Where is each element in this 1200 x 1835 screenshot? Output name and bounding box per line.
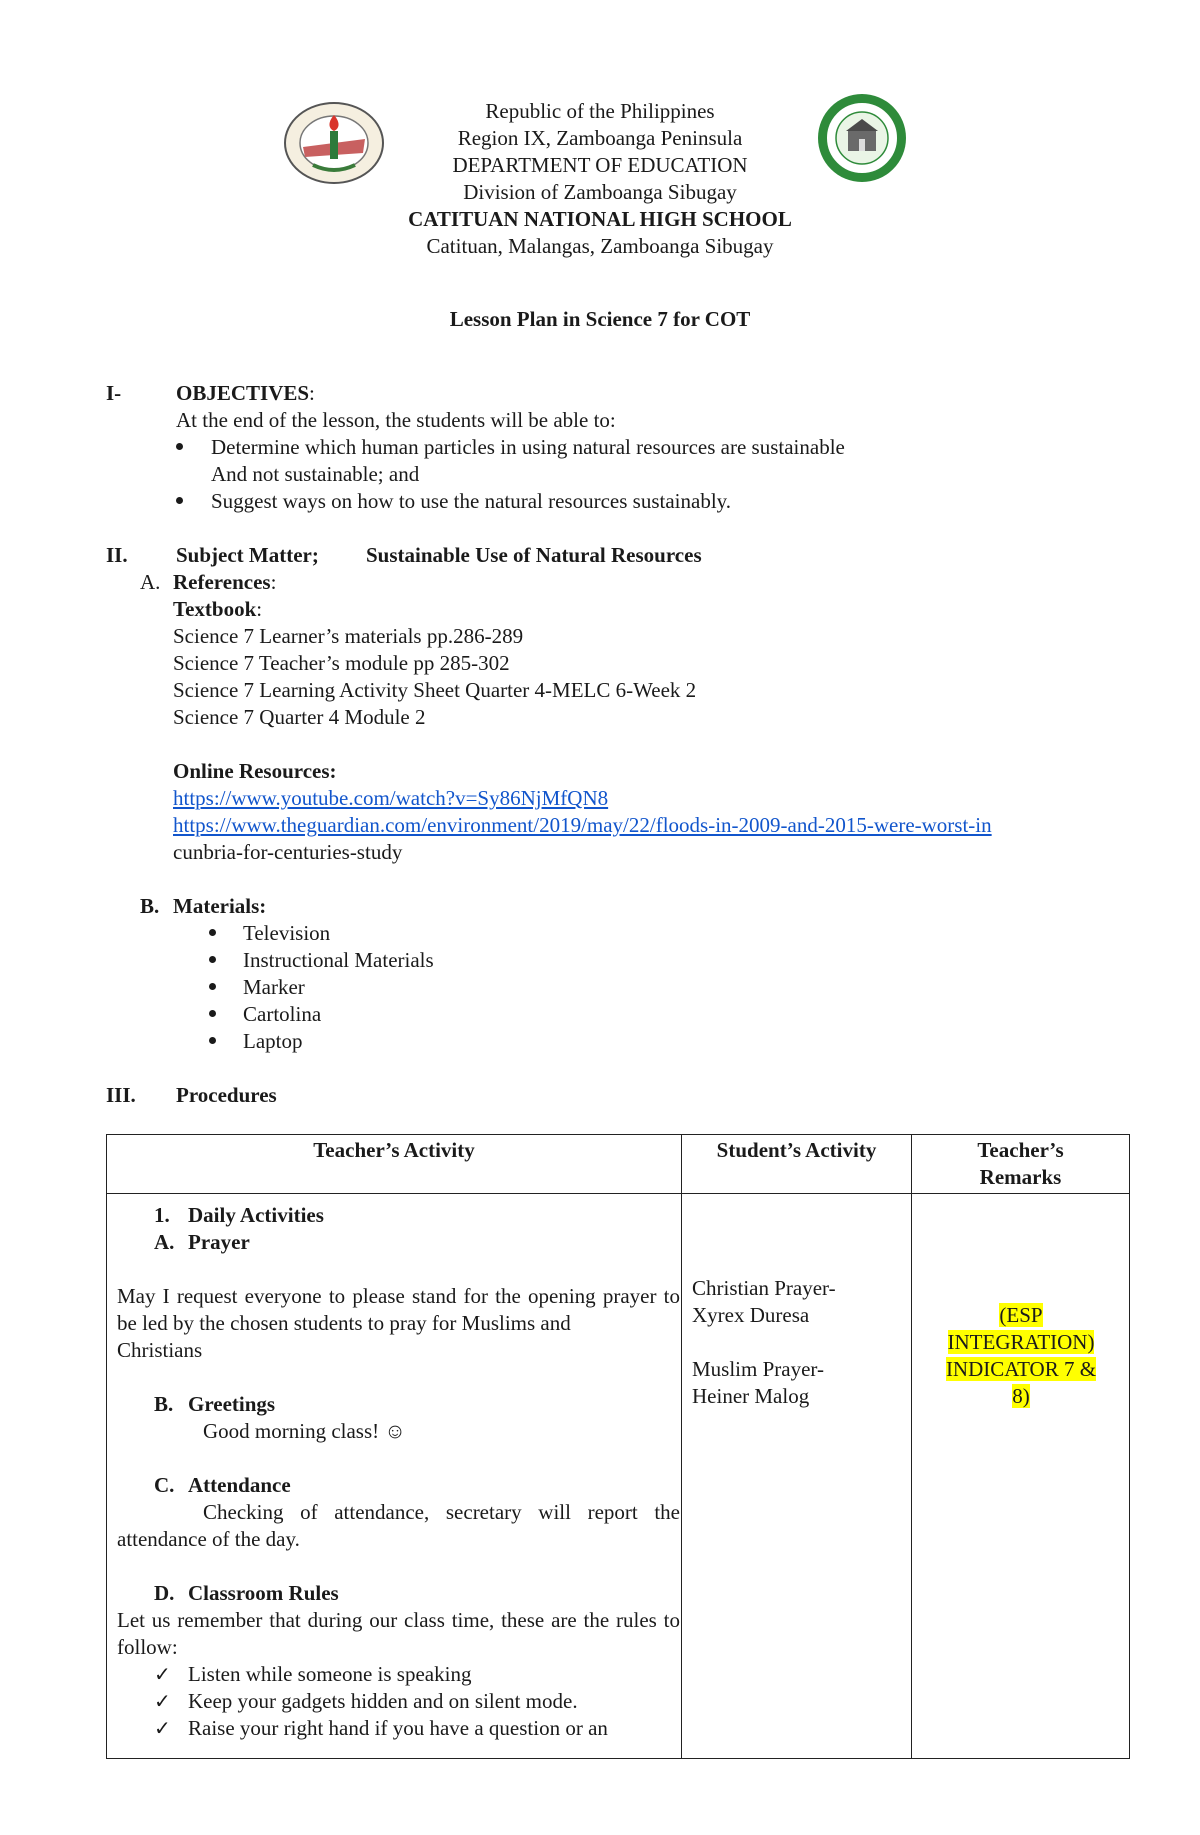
- teacher-activity-cell: [107, 1194, 682, 1759]
- header-region: Region IX, Zamboanga Peninsula: [457, 126, 743, 150]
- textbook-item: Science 7 Learner’s materials pp.286-289: [173, 624, 524, 648]
- guardian-link-continued: cunbria-for-centuries-study: [173, 840, 403, 864]
- greetings-text: Good morning class! ☺: [203, 1419, 406, 1443]
- checkmark-icon: ✓: [154, 1664, 171, 1686]
- muslim-prayer-label: Muslim Prayer-: [692, 1357, 824, 1381]
- checkmark-icon: ✓: [154, 1718, 171, 1740]
- attendance-letter: C.: [154, 1473, 175, 1497]
- objectives-heading: OBJECTIVES: [176, 381, 310, 405]
- references-colon: :: [270, 570, 277, 594]
- bullet-icon: [209, 929, 216, 936]
- guardian-link[interactable]: https://www.theguardian.com/environment/2019/may/22/floods-in-2009-and-2015-were-worst-in: [173, 813, 992, 837]
- daily-number: 1.: [154, 1203, 170, 1227]
- attendance-heading: Attendance: [188, 1473, 291, 1497]
- textbook-colon: :: [256, 597, 263, 621]
- materials-letter: B.: [140, 894, 160, 918]
- remark-line: INDICATOR 7 &: [945, 1357, 1097, 1381]
- online-resources-label: Online Resources:: [173, 759, 337, 783]
- objectives-colon: :: [309, 381, 315, 405]
- muslim-prayer-student: Heiner Malog: [692, 1384, 810, 1408]
- textbook-label: Textbook: [173, 597, 257, 621]
- procedures-number: III.: [106, 1083, 136, 1107]
- prayer-heading: Prayer: [188, 1230, 250, 1254]
- remarks-header-line1: Teacher’s: [977, 1138, 1064, 1162]
- references-heading-line: [173, 569, 276, 596]
- material-item: Marker: [243, 975, 305, 999]
- letterhead: [0, 98, 1200, 260]
- textbook-heading-line: [173, 596, 262, 623]
- rules-letter: D.: [154, 1581, 175, 1605]
- student-activity-cell: [682, 1194, 912, 1759]
- esp-integration-remark: [912, 1302, 1130, 1410]
- subject-topic: Sustainable Use of Natural Resources: [366, 543, 702, 567]
- christian-prayer-label: Christian Prayer-: [692, 1276, 836, 1300]
- subject-label: Subject Matter;: [176, 543, 319, 567]
- christian-prayer-student: Xyrex Duresa: [692, 1303, 810, 1327]
- header-division: Division of Zamboanga Sibugay: [463, 180, 737, 204]
- prayer-letter: A.: [154, 1230, 175, 1254]
- greetings-letter: B.: [154, 1392, 174, 1416]
- textbook-item: Science 7 Learning Activity Sheet Quarter 4-MELC 6-Week 2: [173, 678, 697, 702]
- textbook-item: Science 7 Teacher’s module pp 285-302: [173, 651, 510, 675]
- remark-line: INTEGRATION): [947, 1330, 1095, 1354]
- column-header-student-activity: Student’s Activity: [682, 1135, 912, 1194]
- remark-line: (ESP: [999, 1303, 1043, 1327]
- objective-item: Suggest ways on how to use the natural resources sustainably.: [211, 489, 732, 513]
- greetings-heading: Greetings: [188, 1392, 276, 1416]
- procedures-heading: Procedures: [176, 1083, 277, 1107]
- bullet-icon: [209, 983, 216, 990]
- youtube-link[interactable]: https://www.youtube.com/watch?v=Sy86NjMfQN8: [173, 786, 609, 810]
- header-school: CATITUAN NATIONAL HIGH SCHOOL: [408, 207, 792, 231]
- bullet-icon: [176, 497, 183, 504]
- table-row: [107, 1194, 1130, 1759]
- rules-intro: Let us remember that during our class time, these are the rules to follow:: [117, 1608, 680, 1659]
- subject-number: II.: [106, 543, 128, 567]
- rule-item: Raise your right hand if you have a question or an: [188, 1716, 608, 1740]
- page-title: Lesson Plan in Science 7 for COT: [449, 307, 751, 331]
- textbook-item: Science 7 Quarter 4 Module 2: [173, 705, 426, 729]
- column-header-teacher-remarks: [912, 1135, 1130, 1194]
- teacher-remarks-cell: [912, 1194, 1130, 1759]
- objective-item: Determine which human particles in using natural resources are sustainable: [211, 435, 845, 459]
- material-item: Cartolina: [243, 1002, 322, 1026]
- rule-item: Listen while someone is speaking: [188, 1662, 472, 1686]
- material-item: Laptop: [243, 1029, 303, 1053]
- remark-line: 8): [1012, 1384, 1030, 1408]
- procedures-table: [106, 1134, 1130, 1759]
- references-letter: A.: [140, 570, 161, 594]
- header-republic: Republic of the Philippines: [485, 99, 715, 123]
- bullet-icon: [209, 1010, 216, 1017]
- attendance-text: Checking of attendance, secretary will report the attendance of the day.: [117, 1500, 680, 1551]
- materials-label: Materials:: [173, 894, 267, 918]
- prayer-text-continued: Christians: [117, 1338, 203, 1362]
- bullet-icon: [176, 443, 183, 450]
- objective-item-continued: And not sustainable; and: [211, 462, 420, 486]
- rules-heading: Classroom Rules: [188, 1581, 339, 1605]
- objectives-intro: At the end of the lesson, the students will be able to:: [176, 408, 616, 432]
- references-label: References: [173, 570, 271, 594]
- material-item: Television: [243, 921, 331, 945]
- header-department: DEPARTMENT OF EDUCATION: [452, 153, 748, 177]
- column-header-teacher-activity: Teacher’s Activity: [107, 1135, 682, 1194]
- objectives-number: I-: [106, 381, 122, 405]
- table-header-row: [107, 1135, 1130, 1194]
- daily-activities-heading: Daily Activities: [188, 1203, 324, 1227]
- header-address: Catituan, Malangas, Zamboanga Sibugay: [426, 234, 774, 258]
- remarks-header-line2: Remarks: [979, 1165, 1062, 1189]
- bullet-icon: [209, 1037, 216, 1044]
- material-item: Instructional Materials: [243, 948, 434, 972]
- bullet-icon: [209, 956, 216, 963]
- rule-item: Keep your gadgets hidden and on silent mode.: [188, 1689, 578, 1713]
- checkmark-icon: ✓: [154, 1691, 171, 1713]
- prayer-text: May I request everyone to please stand for the opening prayer to be led by the chosen students to pray for Muslims and: [117, 1284, 680, 1335]
- objectives-heading-line: [176, 380, 315, 407]
